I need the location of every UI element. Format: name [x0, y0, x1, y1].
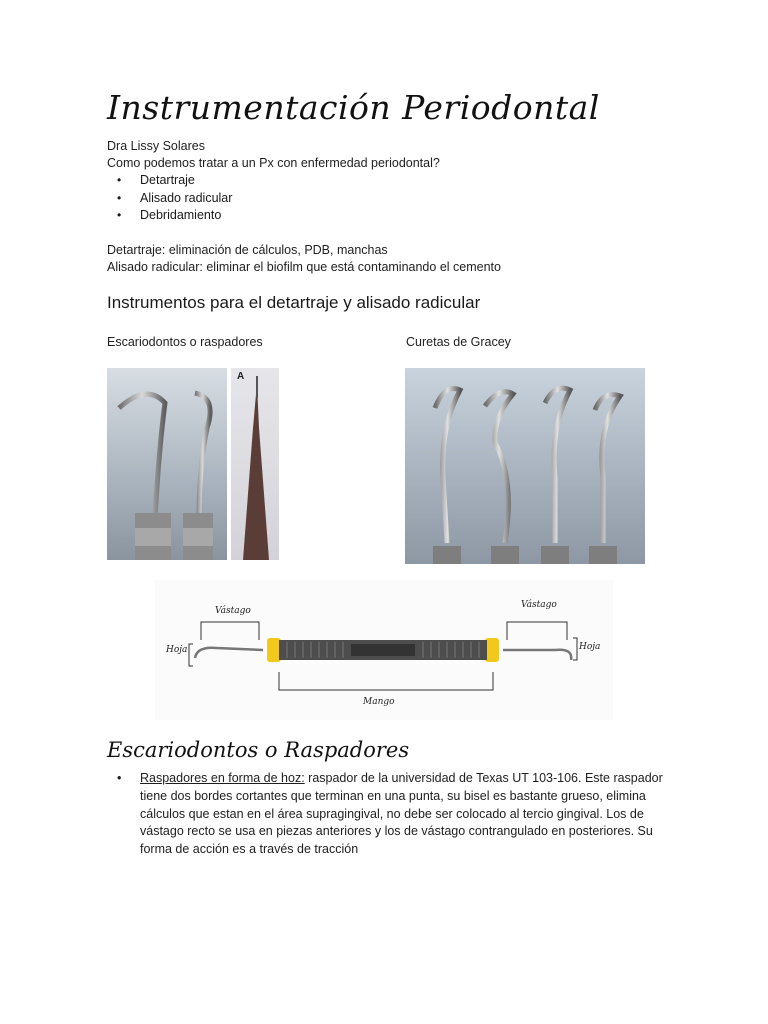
paragraph-line-1 — [107, 770, 667, 788]
label-hoja-right: Hoja — [579, 642, 601, 652]
paragraph-line-2: tiene dos bordes cortantes que terminan en una punta, su bisel es bastante grueso, elimina — [140, 788, 646, 803]
caption-curetas: Curetas de Gracey — [406, 335, 511, 349]
treatment-list — [107, 172, 232, 225]
label-mango: Mango — [363, 697, 395, 707]
paragraph-line-3: cálculos que estan en el área supragingival, no debe ser colocado al tercio gingival. Los de — [140, 806, 644, 821]
definition-alisado: Alisado radicular: eliminar el biofilm que está contaminando el cemento — [107, 260, 501, 274]
list-item: • Debridamiento — [107, 207, 232, 225]
section2-heading: Escariodontos o Raspadores — [107, 738, 410, 762]
paragraph-line-5: forma de acción es a través de tracción — [140, 842, 359, 857]
author-name: Dra Lissy Solares — [107, 139, 205, 153]
photo-label-a: A — [237, 371, 245, 382]
list-item: • Alisado radicular — [107, 190, 232, 208]
label-vastago-right: Vástago — [521, 600, 557, 610]
paragraph-text-1: raspador de la universidad de Texas UT 103-106. Este raspador — [304, 771, 663, 785]
list-item: • Detartraje — [107, 172, 232, 190]
label-vastago-left: Vástago — [215, 606, 251, 616]
question-text: Como podemos tratar a un Px con enfermedad periodontal? — [107, 156, 440, 170]
label-hoja-left: Hoja — [166, 645, 188, 655]
caption-escariodontos: Escariodontos o raspadores — [107, 335, 263, 349]
section-heading: Instrumentos para el detartraje y alisado radicular — [107, 293, 481, 312]
scalers-photo — [107, 368, 227, 560]
paragraph-lead: Raspadores en forma de hoz: — [140, 771, 305, 785]
instrument-a-photo — [231, 368, 279, 560]
definition-detartraje: Detartraje: eliminación de cálculos, PDB, manchas — [107, 243, 388, 257]
paragraph-line-4: vástago recto se usa en piezas anteriores y los de vástago contrangulado en posteriores. Su — [140, 824, 653, 839]
instrument-parts-diagram — [155, 580, 613, 720]
gracey-curettes-photo — [405, 368, 645, 564]
raspadores-paragraph — [107, 770, 667, 859]
document-title: Instrumentación Periodontal — [107, 88, 600, 127]
bullet-dot: • — [117, 771, 122, 785]
